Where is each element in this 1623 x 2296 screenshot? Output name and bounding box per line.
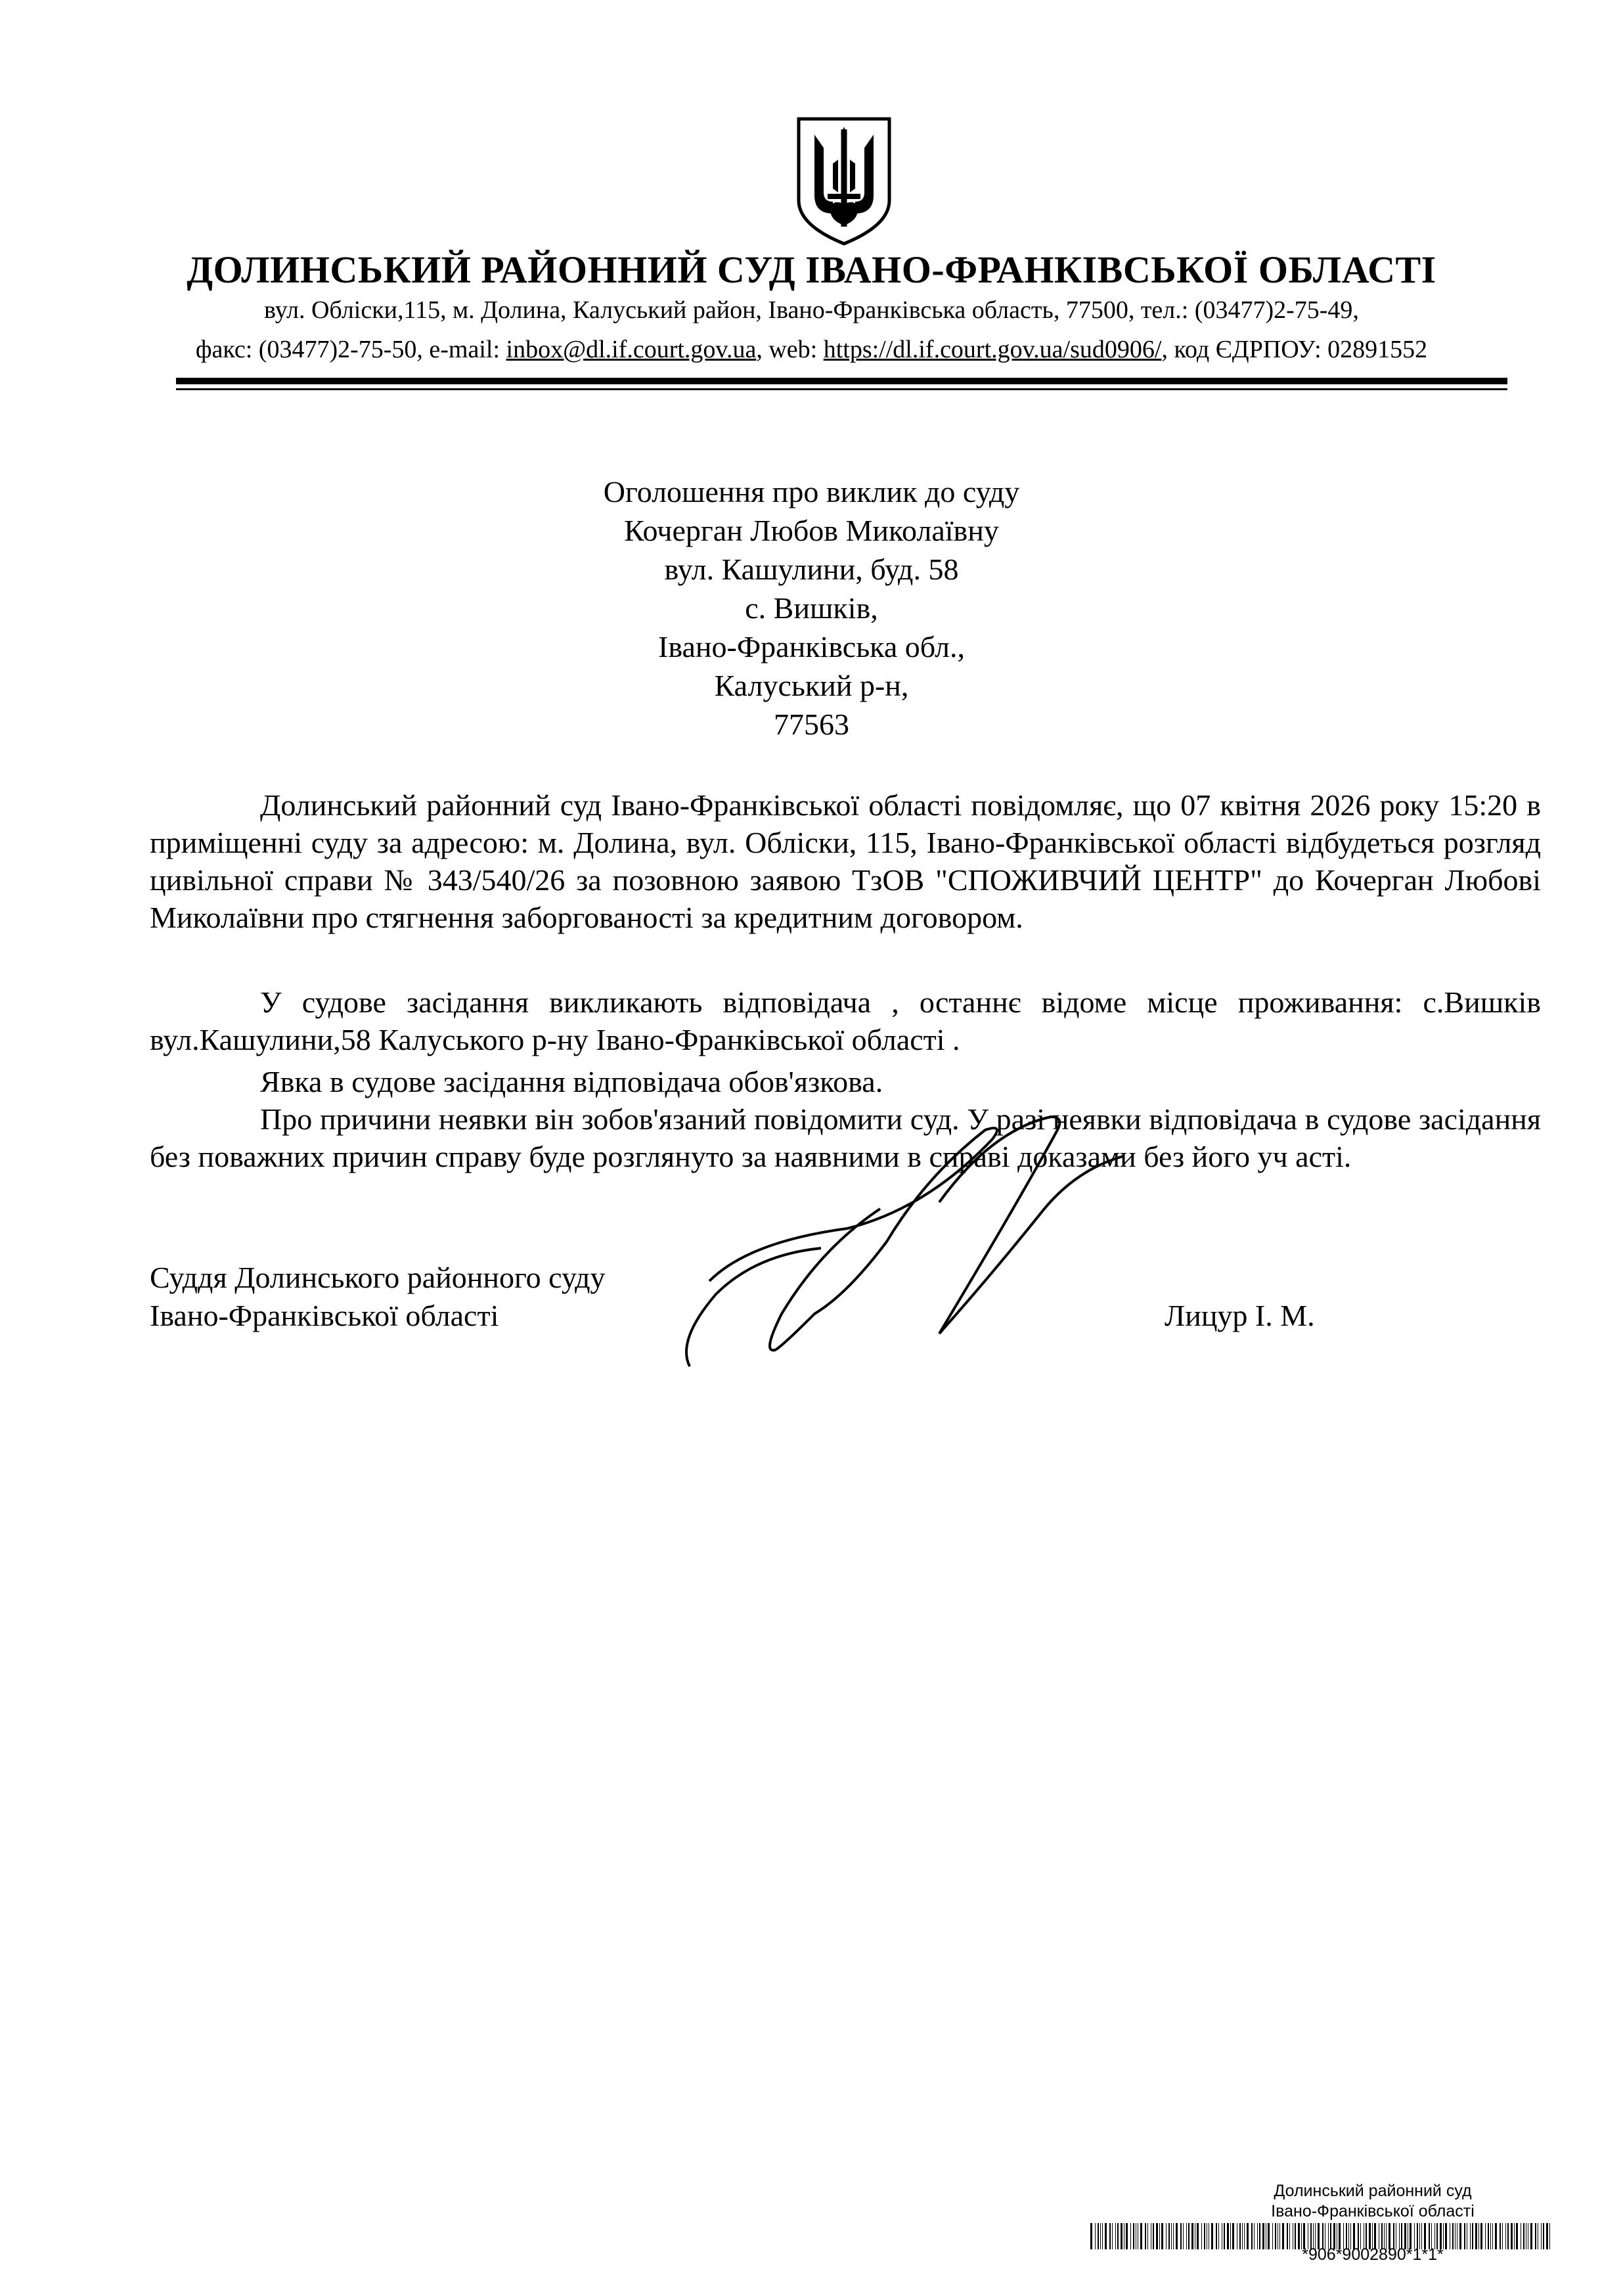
registry-stamp: [1202, 2181, 1544, 2222]
notice-paragraph-absence: Про причини неявки він зобов'язаний повідомити суд. У разі неявки відповідача в судове засідання без поважних причин справу буде розглянуто за наявними в справі доказами без його уч асті.: [150, 1102, 1541, 1173]
barcode-bar: [1176, 2223, 1178, 2249]
judge-title-line1: Суддя Долинського районного суду: [150, 1261, 606, 1294]
barcode-bar: [1102, 2223, 1103, 2249]
recipient-postcode: 77563: [774, 708, 849, 741]
recipient-region: Івано-Франківська обл.,: [658, 630, 965, 664]
fax-text: факс: (03477)2-75-50, e-mail:: [195, 336, 506, 363]
stamp-court-line2: Івано-Франківської області: [1271, 2202, 1475, 2220]
recipient-village: с. Вишків,: [745, 591, 878, 625]
barcode-bar: [1173, 2223, 1174, 2249]
website-link[interactable]: https://dl.if.court.gov.ua/sud0906/: [823, 336, 1162, 363]
barcode-bar: [1188, 2223, 1189, 2249]
barcode-bar: [1147, 2223, 1148, 2249]
barcode-bar: [1117, 2223, 1119, 2249]
recipient-name: Кочерган Любов Миколаївну: [624, 514, 999, 547]
court-address-line: вул. Обліски,115, м. Долина, Калуський район, Івано-Франківська область, 77500, тел.: (03477)2-75-49,: [264, 296, 1359, 324]
recipient-street: вул. Кашулини, буд. 58: [664, 552, 959, 586]
barcode-bar: [1168, 2223, 1170, 2249]
notice-paragraph-hearing: Долинський районний суд Івано-Франківської області повідомляє, що 07 квітня 2026 року 15:20 в приміщенні суду за адресою: м. Долина, вул. Обліски, 115, Івано-Франківської області відбудеться розгляд цивільної справи № 343/540/26 за позовною заявою ТзОВ "СПОЖИВЧИЙ ЦЕНТР" до Кочерган Любові Миколаївни про стягнення заборгованості за кредитним договором.: [150, 788, 1541, 934]
barcode-bar: [1180, 2223, 1182, 2249]
barcode-bar: [1197, 2223, 1199, 2249]
barcode-bar: [1153, 2223, 1154, 2249]
barcode-bar: [1095, 2223, 1096, 2249]
notice-heading: Оголошення про виклик до суду: [603, 475, 1020, 508]
court-contacts-line: [0, 335, 1623, 364]
barcode-bar: [1126, 2223, 1128, 2249]
barcode-bar: [1130, 2223, 1131, 2249]
barcode-bar: [1191, 2223, 1193, 2249]
notice-paragraph-attendance: Явка в судове засідання відповідача обов'язкова.: [260, 1065, 883, 1098]
barcode-bar: [1133, 2223, 1134, 2249]
barcode-bar: [1183, 2223, 1184, 2249]
header-divider-thin: [176, 388, 1507, 390]
barcode-bar: [1161, 2223, 1163, 2249]
judge-title-line2: Івано-Франківської області: [150, 1299, 499, 1332]
barcode-bar: [1186, 2223, 1187, 2249]
notice-paragraph-summons: У судове засідання викликають відповідача , останнє відоме місце проживання: с.Вишків вул.Кашулини,58 Калуського р-ну Івано-Франківської області .: [150, 985, 1541, 1056]
barcode-bar: [1090, 2223, 1092, 2249]
email-link[interactable]: inbox@dl.if.court.gov.ua: [506, 336, 757, 363]
barcode-bar: [1100, 2223, 1101, 2249]
court-name-heading: ДОЛИНСЬКИЙ РАЙОННИЙ СУД ІВАНО-ФРАНКІВСЬКОЇ ОБЛАСТІ: [187, 248, 1436, 291]
barcode-bar: [1098, 2223, 1099, 2249]
barcode-bar: [1145, 2223, 1146, 2249]
coat-of-arms-emblem: [795, 115, 893, 246]
barcode-bar: [1112, 2223, 1113, 2249]
barcode-bar: [1156, 2223, 1158, 2249]
barcode-bar: [1105, 2223, 1107, 2249]
judge-signature: [650, 1077, 1149, 1380]
judge-name: Лицур І. М.: [1165, 1299, 1315, 1332]
barcode-number: *906*9002890*1*1*: [1302, 2245, 1444, 2264]
header-divider-thick: [176, 378, 1507, 384]
barcode-bar: [1546, 2223, 1548, 2249]
barcode-bar: [1159, 2223, 1160, 2249]
barcode-bar: [1549, 2223, 1550, 2249]
recipient-district: Калуський р-н,: [714, 669, 909, 702]
web-label: , web:: [756, 336, 824, 363]
barcode-bar: [1121, 2223, 1123, 2249]
stamp-court-line1: Долинський районний суд: [1274, 2182, 1472, 2200]
barcode-bar: [1109, 2223, 1111, 2249]
barcode-bar: [1115, 2223, 1116, 2249]
barcode-bar: [1166, 2223, 1167, 2249]
barcode-bar: [1140, 2223, 1142, 2249]
barcode-bar: [1171, 2223, 1172, 2249]
edrpou-text: , код ЄДРПОУ: 02891552: [1161, 336, 1428, 363]
